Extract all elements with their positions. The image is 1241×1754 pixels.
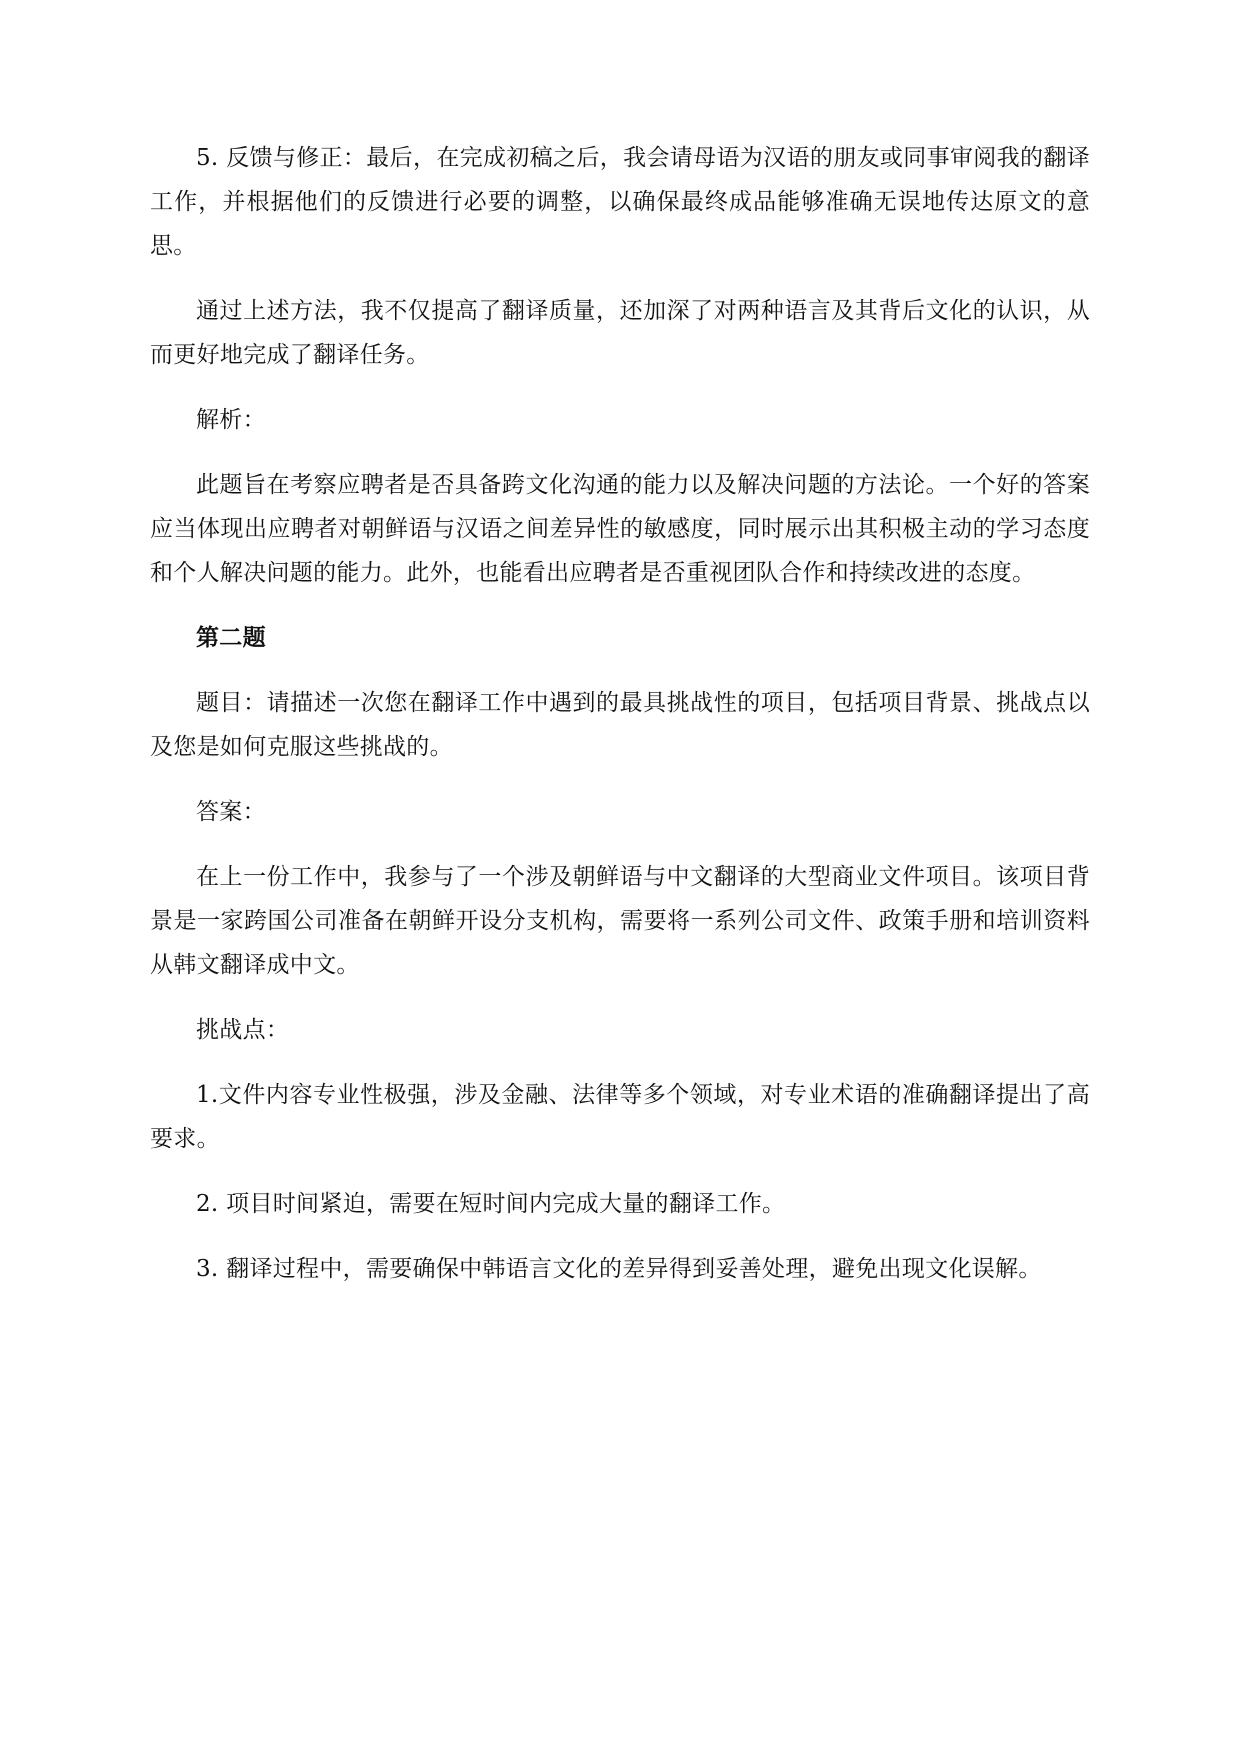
paragraph-feedback-revision: 5. 反馈与修正：最后，在完成初稿之后，我会请母语为汉语的朋友或同事审阅我的翻译工作，并根据他们的反馈进行必要的调整，以确保最终成品能够准确无误地传达原文的意思。	[150, 145, 1090, 259]
list-item-challenge-2: 2. 项目时间紧迫，需要在短时间内完成大量的翻译工作。	[196, 1191, 786, 1217]
label-challenges: 挑战点：	[196, 1017, 290, 1043]
list-item-challenge-3: 3. 翻译过程中，需要确保中韩语言文化的差异得到妥善处理，避免出现文化误解。	[196, 1256, 1042, 1282]
paragraph-question: 题目：请描述一次您在翻译工作中遇到的最具挑战性的项目，包括项目背景、挑战点以及您是如何克服这些挑战的。	[150, 690, 1090, 760]
list-item-challenge-1: 1.文件内容专业性极强，涉及金融、法律等多个领域，对专业术语的准确翻译提出了高要求。	[150, 1082, 1090, 1152]
label-answer: 答案：	[196, 799, 266, 825]
paragraph-analysis: 此题旨在考察应聘者是否具备跨文化沟通的能力以及解决问题的方法论。一个好的答案应当体现出应聘者对朝鲜语与汉语之间差异性的敏感度，同时展示出其积极主动的学习态度和个人解决问题的能力。此外，也能看出应聘者是否重视团队合作和持续改进的态度。	[150, 472, 1090, 586]
paragraph-project-background: 在上一份工作中，我参与了一个涉及朝鲜语与中文翻译的大型商业文件项目。该项目背景是一家跨国公司准备在朝鲜开设分支机构，需要将一系列公司文件、政策手册和培训资料从韩文翻译成中文。	[150, 864, 1090, 978]
paragraph-summary: 通过上述方法，我不仅提高了翻译质量，还加深了对两种语言及其背后文化的认识，从而更好地完成了翻译任务。	[150, 298, 1090, 368]
document-body	[150, 136, 1090, 1312]
section-heading-question-two: 第二题	[196, 624, 266, 651]
label-analysis: 解析：	[196, 407, 266, 433]
